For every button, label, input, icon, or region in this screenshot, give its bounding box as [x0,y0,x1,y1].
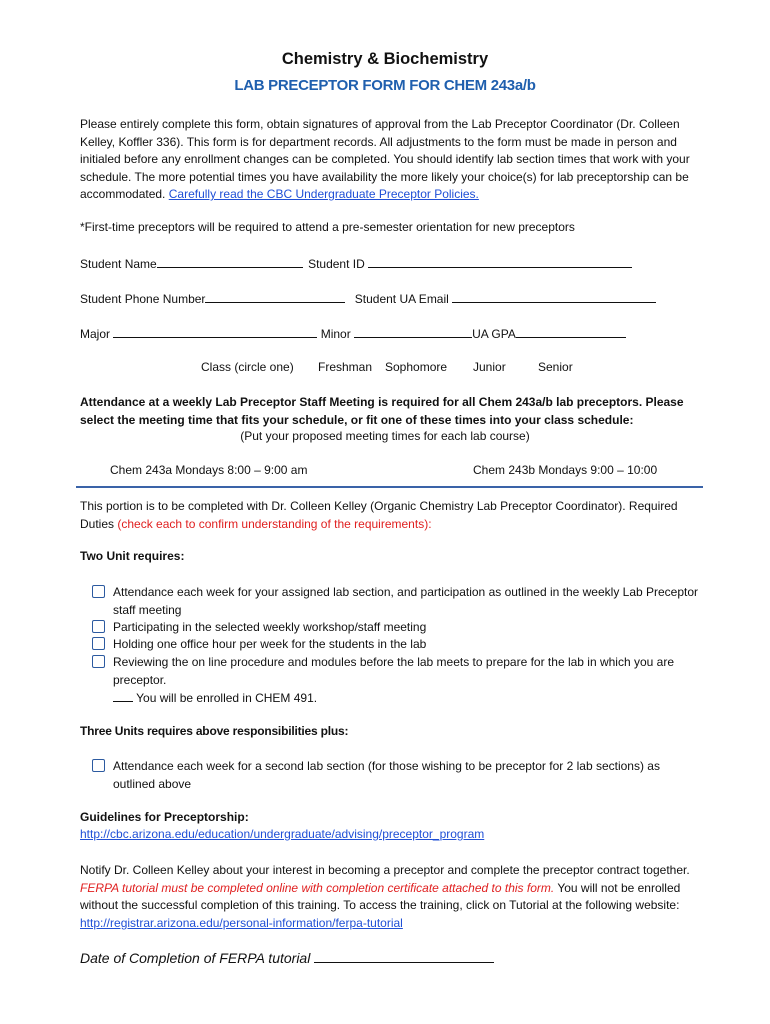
student-name-field[interactable] [157,255,303,268]
intro-paragraph [80,116,705,204]
duty-checkbox-3[interactable] [92,637,105,650]
duty-checkbox-1[interactable] [92,585,105,598]
ferpa-link[interactable]: http://registrar.arizona.edu/personal-information/ferpa-tutorial [80,915,403,930]
major-field[interactable] [113,325,317,338]
duty-checkbox-2[interactable] [92,620,105,633]
coordinator-red-note: (check each to confirm understanding of the requirements): [117,516,432,531]
guidelines-heading: Guidelines for Preceptorship: [80,810,249,824]
page-title: Chemistry & Biochemistry [281,50,489,68]
minor-label: Minor [320,327,351,341]
coordinator-paragraph [80,498,705,533]
duty-checkbox-5[interactable] [92,759,105,772]
meeting-time-243b[interactable]: Chem 243b Mondays 9:00 – 10:00 [473,463,658,477]
email-field[interactable] [452,290,656,303]
class-label: Class (circle one) [201,360,294,374]
coordinator-text: This portion is to be completed with Dr. Colleen Kelley (Organic Chemistry Lab Preceptor Coordinator). Required Duties [80,499,678,531]
gpa-field[interactable] [516,325,626,338]
policy-link[interactable]: Carefully read the CBC Undergraduate Preceptor Policies. [168,187,479,201]
duty-text-1: Attendance each week for your assigned lab section, and participation as outlined in the weekly Lab Preceptor staff meeting [113,585,699,617]
email-label: Student UA Email [354,292,449,306]
form-subtitle: LAB PRECEPTOR FORM FOR CHEM 243a/b [234,77,536,94]
student-name-row [80,255,632,271]
phone-field[interactable] [205,290,345,303]
ferpa-date-field[interactable] [314,948,494,963]
enroll-blank[interactable] [113,689,133,702]
student-id-field[interactable] [368,255,632,268]
duty-text-3: Holding one office hour per week for the students in the lab [113,637,427,651]
three-unit-heading: Three Units requires above responsibilities plus: [80,724,349,738]
duty-item-2 [92,619,702,636]
notify-text-1: Notify Dr. Colleen Kelley about your interest in becoming a preceptor and complete the preceptor contract together. [80,863,690,877]
duty-text-2: Participating in the selected weekly workshop/staff meeting [113,620,427,634]
phone-label: Student Phone Number [80,292,206,306]
ferpa-date-row [80,948,494,966]
ferpa-date-label: Date of Completion of FERPA tutorial [80,950,311,966]
major-label: Major [80,327,111,341]
attendance-heading: Attendance at a weekly Lab Preceptor Staff Meeting is required for all Chem 243a/b lab preceptors. Please select the meeting time that fits your schedule, or fit one of these times into your class schedule: [80,395,684,427]
duty-item-3 [92,636,702,653]
duty-text-5: Attendance each week for a second lab section (for those wishing to be preceptor for 2 lab sections) as outlined above [113,759,660,791]
student-id-label: Student ID [308,257,365,271]
notify-paragraph [80,862,705,932]
meeting-time-243a[interactable]: Chem 243a Mondays 8:00 – 9:00 am [110,463,308,477]
major-minor-row [80,325,626,341]
student-name-label: Student Name [80,257,157,271]
class-option-senior[interactable]: Senior [538,360,573,374]
class-option-junior[interactable]: Junior [473,360,506,374]
attendance-note: (Put your proposed meeting times for each lab course) [240,429,530,443]
duty-checkbox-4[interactable] [92,655,105,668]
ferpa-requirement: FERPA tutorial must be completed online with completion certificate attached to this form. [80,880,555,895]
enroll-note: You will be enrolled in CHEM 491. [136,691,318,705]
minor-field[interactable] [354,325,472,338]
class-option-sophomore[interactable]: Sophomore [385,360,448,374]
gpa-label: UA GPA [472,327,516,341]
enroll-note-row [113,689,317,705]
class-option-freshman[interactable]: Freshman [318,360,373,374]
duty-item-1 [92,584,702,619]
guidelines-link[interactable]: http://cbc.arizona.edu/education/undergraduate/advising/preceptor_program [80,827,485,841]
section-divider [76,486,703,488]
two-unit-heading: Two Unit requires: [80,549,185,563]
duty-item-4 [92,654,702,689]
duty-item-5 [92,758,702,793]
intro-text: Please entirely complete this form, obtain signatures of approval from the Lab Preceptor Coordinator (Dr. Colleen Kelley, Koffler 336). This form is for department records. All adjustments to the form must be made in person and initialed before any enrollment changes can be completed. You should identify lab section times that work with your schedule. The more potential times you have availability the more likely your choice(s) for lab preceptorship can be accommodated. [80,117,690,201]
orientation-note: *First-time preceptors will be required to attend a pre-semester orientation for new preceptors [80,220,575,234]
notify-text-2: You will not be enrolled without the successful completion of this training. To access the training, click on Tutorial at the following website: [80,880,681,912]
phone-email-row [80,290,656,306]
duty-text-4: Reviewing the on line procedure and modules before the lab meets to prepare for the lab in which you are preceptor. [113,655,675,687]
